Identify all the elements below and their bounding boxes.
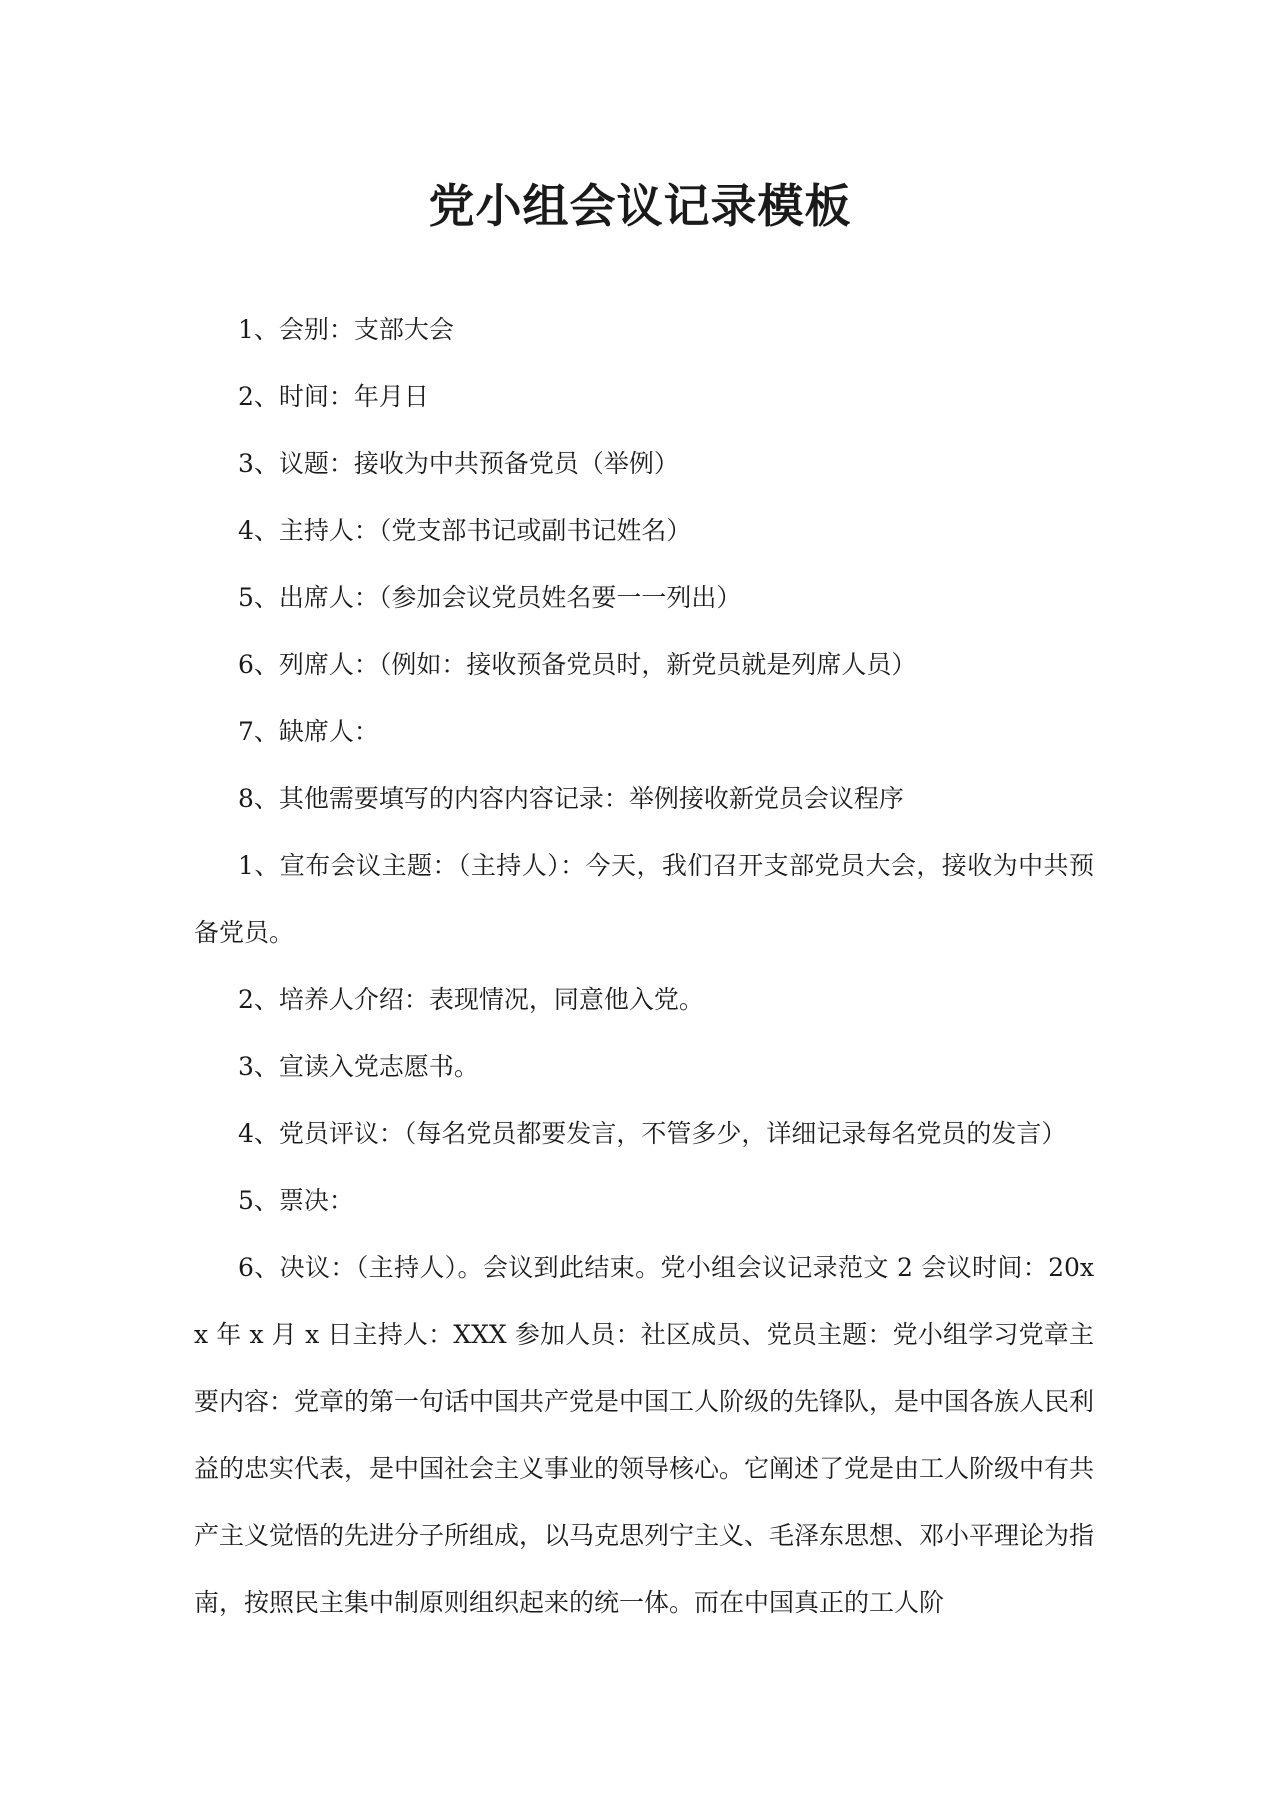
- agenda-item-observers: 6、列席人：（例如：接收预备党员时，新党员就是列席人员）: [238, 650, 917, 679]
- agenda-item-time: 2、时间：年月日: [238, 382, 429, 411]
- procedure-step-sponsor: 2、培养人介绍：表现情况，同意他入党。: [238, 985, 704, 1014]
- procedure-step-resolution: 6、决议：（主持人）。会议到此结束。党小组会议记录范文 2 会议时间：20xx 年 x 月 x 日主持人：XXX 参加人员：社区成员、党员主题：党小组学习党章主要内容：党章的第一句话中国共产党是中国工人阶级的先锋队，是中国各族人民利益的忠实代表，是中国社会主义事业的领导核心。它阐述了党是由工人阶级中有共产主义觉悟的先进分子所组成，以马克思列宁主义、毛泽东思想、邓小平理论为指南，按照民主集中制原则组织起来的统一体。而在中国真正的工人阶: [194, 1253, 1095, 1617]
- agenda-item-attendees: 5、出席人：（参加会议党员姓名要一一列出）: [238, 583, 742, 612]
- procedure-step-read-application: 3、宣读入党志愿书。: [238, 1052, 479, 1081]
- procedure-step-review: 4、党员评议：（每名党员都要发言，不管多少，详细记录每名党员的发言）: [238, 1119, 1067, 1148]
- agenda-item-meeting-type: 1、会别：支部大会: [238, 315, 454, 344]
- procedure-step-announce: 1、宣布会议主题：（主持人）：今天，我们召开支部党员大会，接收为中共预备党员。: [194, 851, 1094, 947]
- document-body: [194, 296, 1094, 1636]
- agenda-item-other: 8、其他需要填写的内容内容记录：举例接收新党员会议程序: [238, 784, 904, 813]
- agenda-item-host: 4、主持人：（党支部书记或副书记姓名）: [238, 516, 692, 545]
- agenda-item-absentees: 7、缺席人：: [238, 717, 379, 746]
- procedure-step-vote: 5、票决：: [238, 1186, 354, 1215]
- document-title: 党小组会议记录模板: [428, 179, 852, 233]
- agenda-item-topic: 3、议题：接收为中共预备党员（举例）: [238, 449, 679, 478]
